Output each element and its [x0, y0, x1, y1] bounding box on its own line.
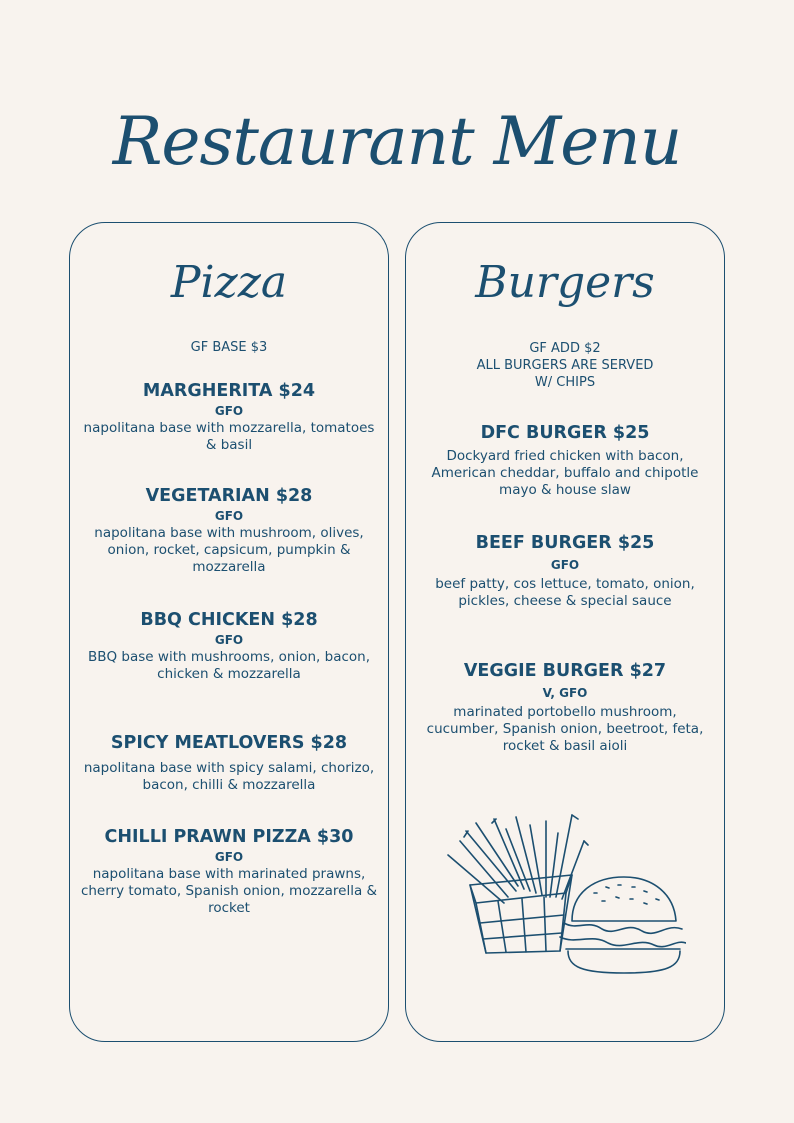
- pizza-panel: [69, 222, 389, 1042]
- menu-item-vegetarian: [70, 485, 388, 576]
- item-name: MARGHERITA $24: [142, 381, 316, 401]
- item-name: SPICY MEATLOVERS $28: [110, 733, 348, 753]
- menu-item-bbq-chicken: [70, 609, 388, 683]
- item-description: napolitana base with marinated prawns, cherry tomato, Spanish onion, mozzarella & rocket: [80, 866, 378, 916]
- pizza-note: GF BASE $3: [190, 340, 268, 355]
- menu-item-dfc-burger: [406, 422, 724, 499]
- note-line: ALL BURGERS ARE SERVED: [476, 358, 654, 373]
- menu-title: Restaurant Menu: [112, 103, 682, 180]
- item-tag: GFO: [214, 404, 244, 418]
- item-name: VEGGIE BURGER $27: [463, 661, 667, 681]
- menu-item-spicy-meatlovers: [70, 732, 388, 794]
- pizza-heading: Pizza: [170, 257, 288, 308]
- note-line: W/ CHIPS: [534, 375, 596, 390]
- item-description: marinated portobello mushroom, cucumber, Spanish onion, beetroot, feta, rocket & basil aioli: [426, 704, 704, 754]
- item-tag: GFO: [214, 509, 244, 523]
- item-description: beef patty, cos lettuce, tomato, onion, pickles, cheese & special sauce: [435, 576, 695, 609]
- item-name: CHILLI PRAWN PIZZA $30: [104, 827, 354, 847]
- item-description: napolitana base with spicy salami, chorizo, bacon, chilli & mozzarella: [83, 760, 375, 793]
- item-tag: GFO: [214, 850, 244, 864]
- item-description: BBQ base with mushrooms, onion, bacon, chicken & mozzarella: [87, 649, 371, 682]
- item-description: Dockyard fried chicken with bacon, American cheddar, buffalo and chipotle mayo & house slaw: [431, 448, 699, 498]
- menu-item-margherita: [70, 380, 388, 454]
- item-name: BEEF BURGER $25: [475, 533, 655, 553]
- item-description: napolitana base with mushroom, olives, onion, rocket, capsicum, pumpkin & mozzarella: [94, 525, 364, 575]
- burgers-panel: [405, 222, 725, 1042]
- menu-item-beef-burger: [406, 532, 724, 610]
- item-name: VEGETARIAN $28: [145, 486, 313, 506]
- item-description: napolitana base with mozzarella, tomatoes & basil: [83, 420, 375, 453]
- menu-item-veggie-burger: [406, 660, 724, 755]
- note-line: GF ADD $2: [529, 341, 601, 356]
- item-tag: GFO: [214, 633, 244, 647]
- burgers-heading: Burgers: [475, 257, 655, 308]
- menu-item-chilli-prawn: [70, 826, 388, 917]
- item-tag: V, GFO: [542, 686, 588, 700]
- item-name: BBQ CHICKEN $28: [140, 610, 318, 630]
- burgers-note: [406, 340, 724, 391]
- item-tag: GFO: [550, 558, 580, 572]
- fries-and-burger-icon: [446, 811, 686, 981]
- item-name: DFC BURGER $25: [480, 423, 650, 443]
